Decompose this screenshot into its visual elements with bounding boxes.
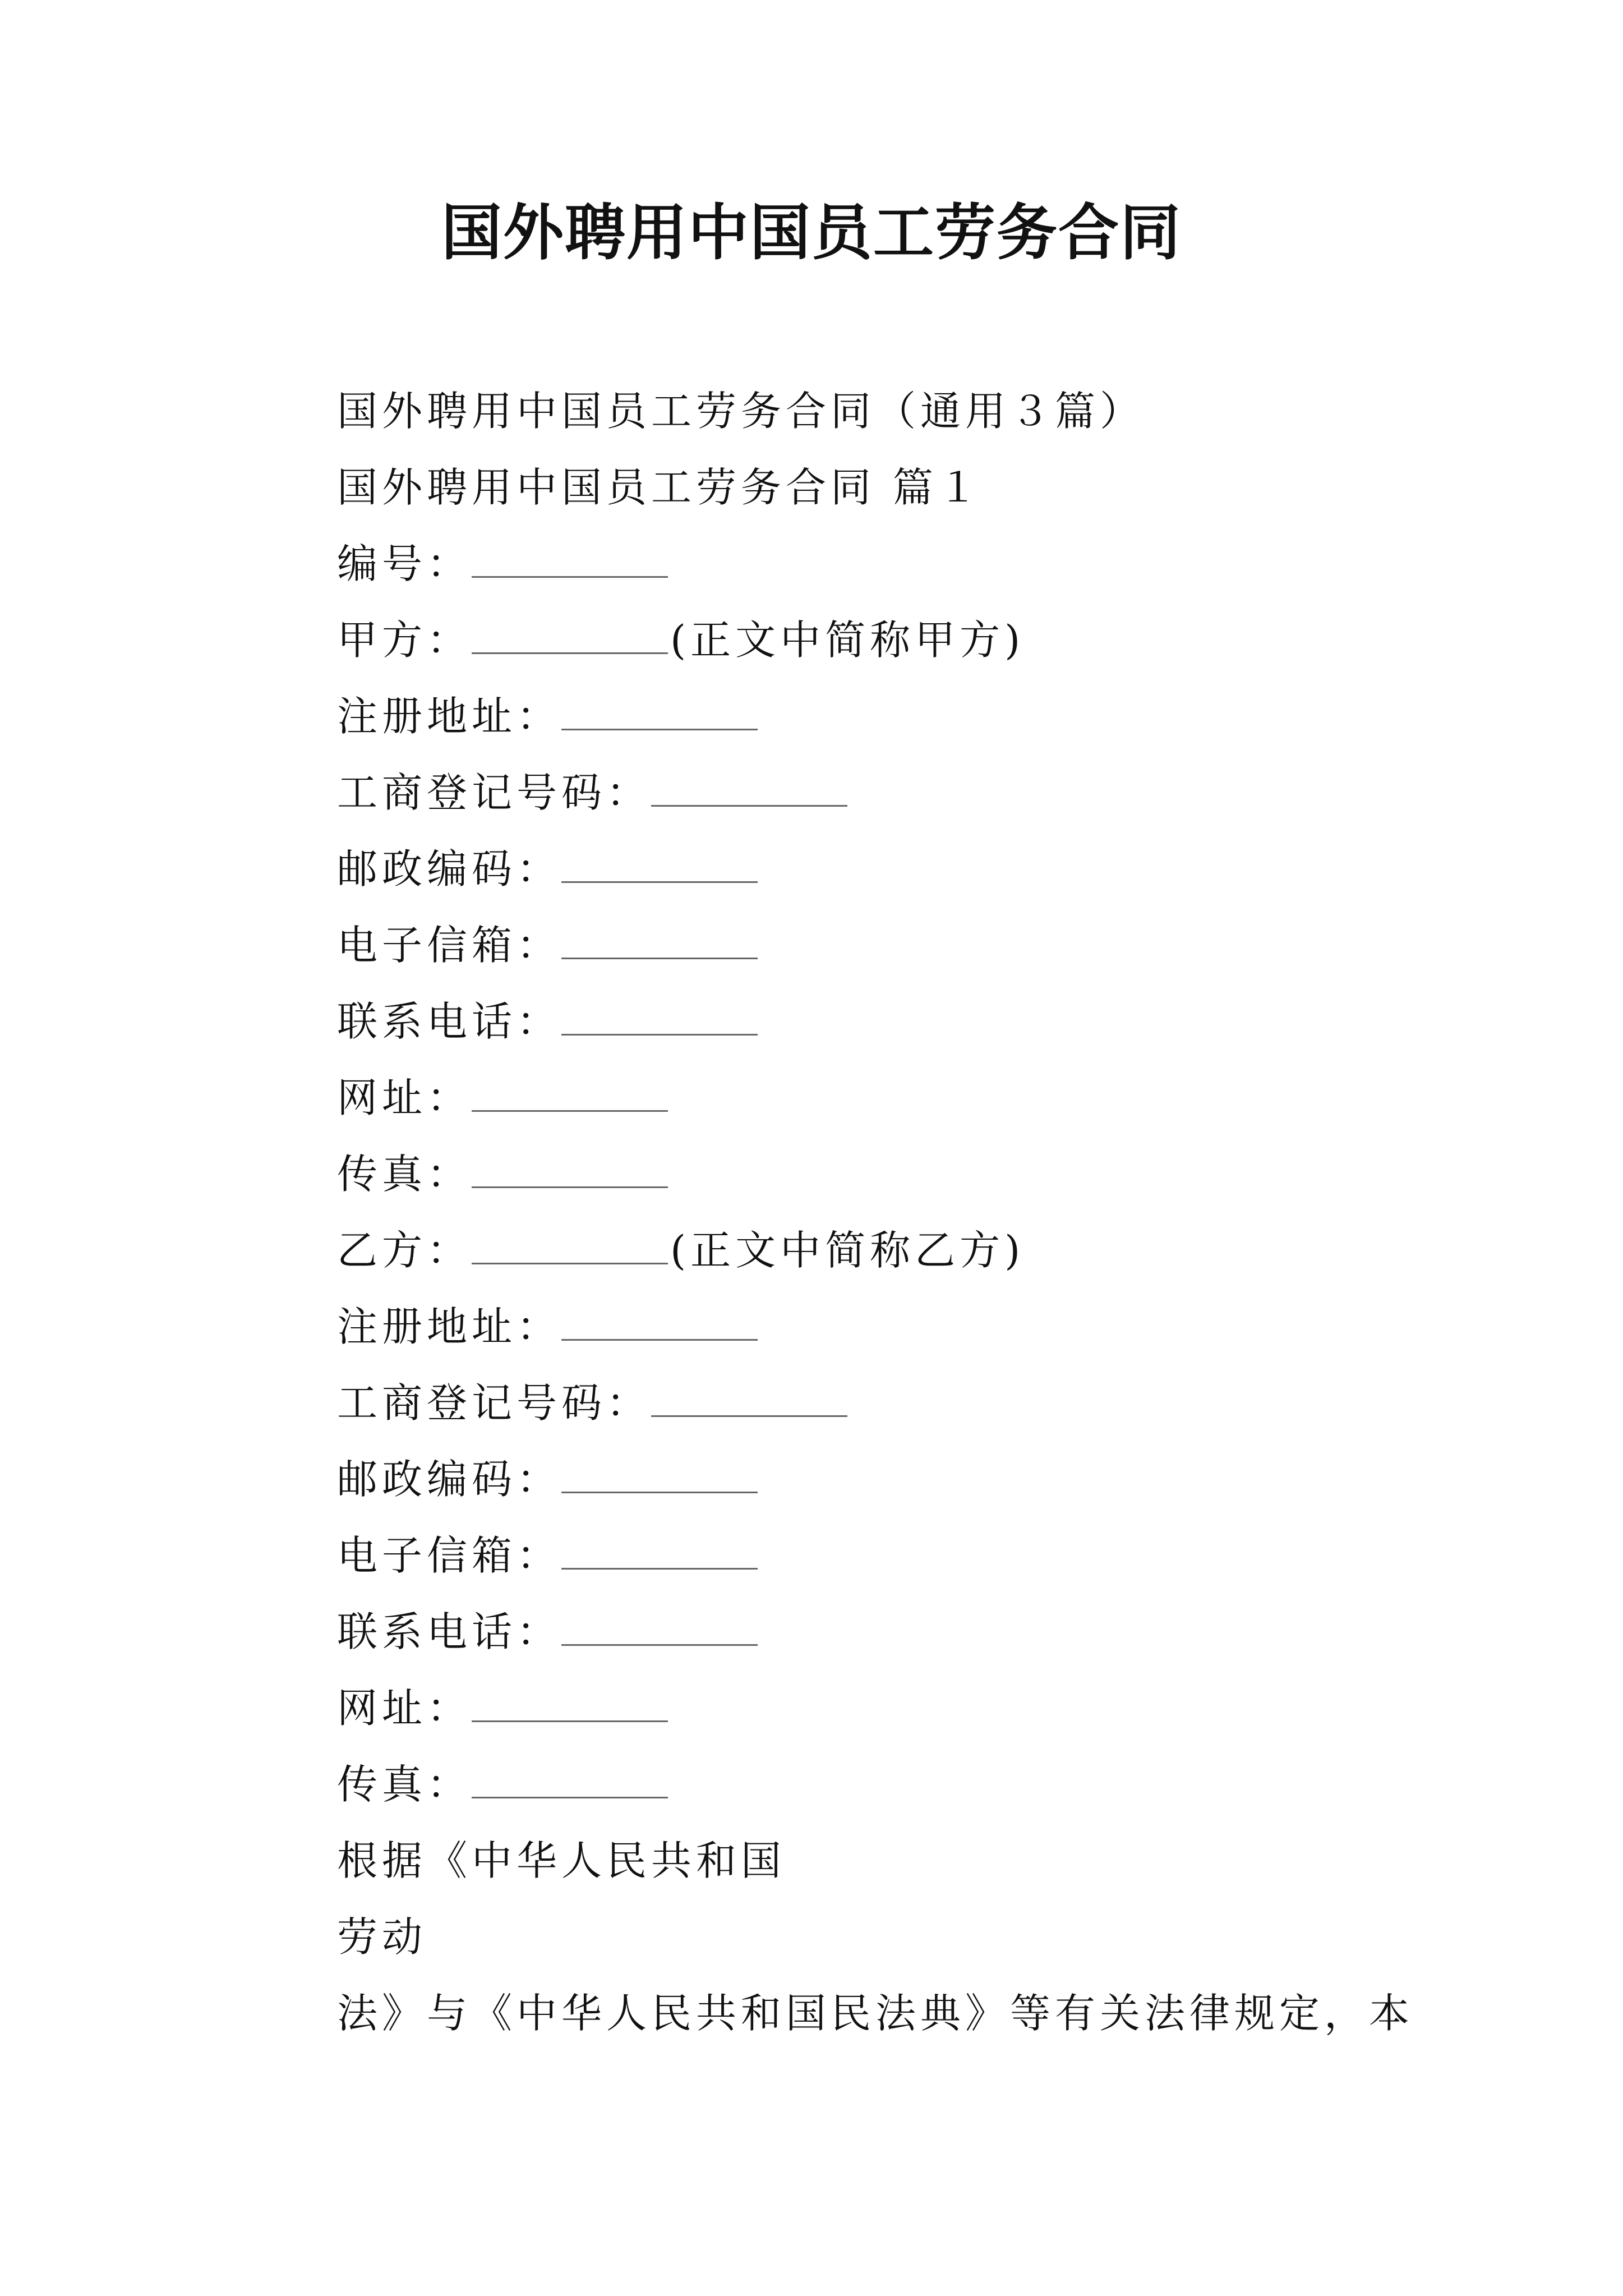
fax-label: 传真： <box>337 1151 472 1198</box>
registration-label: 工商登记号码： <box>337 769 652 816</box>
party-a-phone-row <box>337 983 1459 1060</box>
number-blank <box>472 542 668 578</box>
party-a-fax-row <box>337 1136 1459 1212</box>
email-blank <box>561 1534 758 1570</box>
fax-blank <box>472 1763 668 1798</box>
number-label: 编号： <box>337 540 472 587</box>
party-a-postcode-row <box>337 831 1459 907</box>
section-heading: 国外聘用中国员工劳务合同 篇１ <box>337 464 983 511</box>
party-a-suffix: (正文中简称甲方) <box>670 616 1025 664</box>
registration-label: 工商登记号码： <box>337 1379 652 1427</box>
address-label: 注册地址： <box>337 1303 562 1350</box>
postcode-label: 邮政编码： <box>337 845 562 892</box>
party-b-suffix: (正文中简称乙方) <box>670 1227 1025 1274</box>
fax-blank <box>472 1153 668 1188</box>
registration-blank <box>651 771 847 807</box>
address-blank <box>561 695 758 730</box>
website-label: 网址： <box>337 1074 472 1121</box>
party-a-name-blank <box>472 619 668 654</box>
phone-blank <box>561 1000 758 1036</box>
party-b-email-row <box>337 1517 1459 1594</box>
party-a-email-row <box>337 907 1459 983</box>
party-a-name-row <box>337 602 1459 678</box>
email-label: 电子信箱： <box>337 1532 562 1579</box>
phone-label: 联系电话： <box>337 1608 562 1655</box>
fax-label: 传真： <box>337 1761 472 1808</box>
address-label: 注册地址： <box>337 693 562 740</box>
subtitle-line: 国外聘用中国员工劳务合同（通用３篇） <box>337 388 1145 435</box>
website-blank <box>472 1076 668 1112</box>
party-b-name-blank <box>472 1229 668 1264</box>
party-b-address-row <box>337 1289 1459 1365</box>
party-b-postcode-row <box>337 1441 1459 1517</box>
party-b-label: 乙方： <box>337 1227 472 1274</box>
website-blank <box>472 1687 668 1722</box>
party-a-number-row <box>337 526 1459 602</box>
postcode-label: 邮政编码： <box>337 1456 562 1503</box>
phone-blank <box>561 1611 758 1646</box>
party-b-name-row <box>337 1212 1459 1289</box>
party-a-website-row <box>337 1060 1459 1136</box>
document-body <box>337 373 1459 2051</box>
party-a-label: 甲方： <box>337 616 472 664</box>
address-blank <box>561 1305 758 1341</box>
party-b-website-row <box>337 1670 1459 1746</box>
email-label: 电子信箱： <box>337 922 562 969</box>
document-title: 国外聘用中国员工劳务合同 <box>441 197 1182 268</box>
party-a-registration-row <box>337 754 1459 831</box>
registration-blank <box>651 1382 847 1417</box>
email-blank <box>561 924 758 959</box>
paragraph-line-2: 劳动 <box>337 1913 427 1961</box>
party-b-registration-row <box>337 1365 1459 1441</box>
party-b-fax-row <box>337 1746 1459 1823</box>
website-label: 网址： <box>337 1685 472 1732</box>
party-b-phone-row <box>337 1594 1459 1670</box>
paragraph-line-3: 法》与《中华人民共和国民法典》等有关法律规定，本 <box>337 1990 1414 2037</box>
postcode-blank <box>561 1458 758 1493</box>
paragraph-line-1: 根据《中华人民共和国 <box>337 1837 786 1884</box>
phone-label: 联系电话： <box>337 998 562 1045</box>
postcode-blank <box>561 848 758 883</box>
party-a-address-row <box>337 678 1459 754</box>
